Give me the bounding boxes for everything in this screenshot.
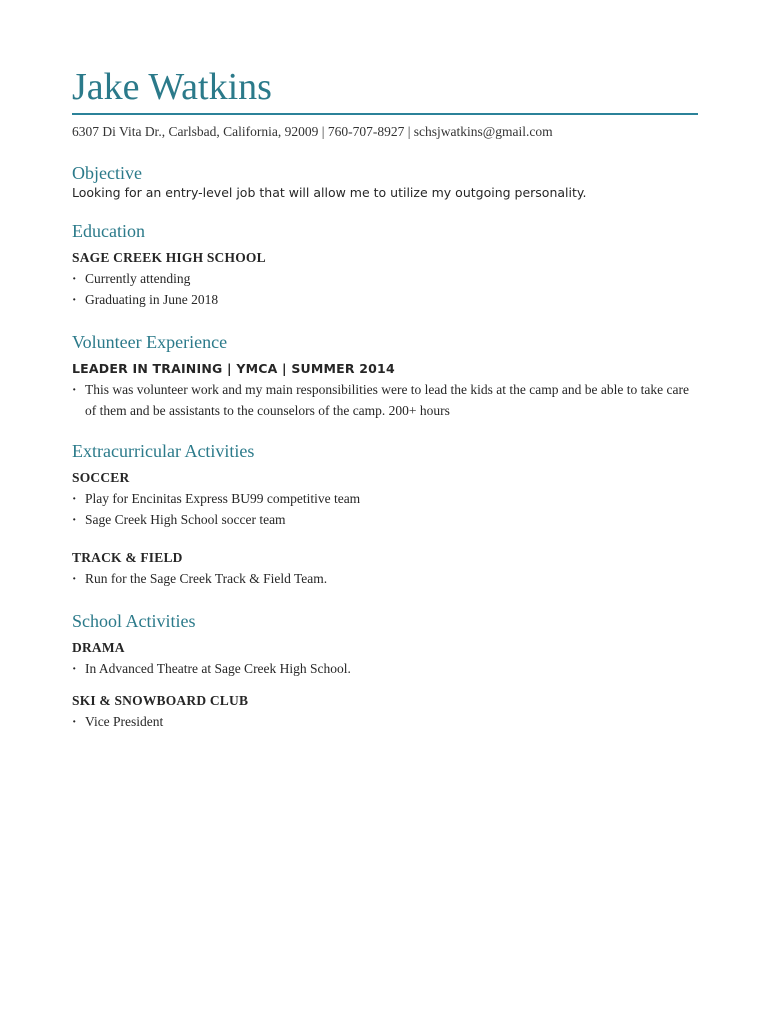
volunteer-role: LEADER IN TRAINING | YMCA | SUMMER 2014 [72,361,395,376]
list-item-text: This was volunteer work and my main responsibilities were to lead the kids at the camp and be able to take care of them and be assistants to the counselors of the camp. 200+ hours [85,382,689,418]
list-item [72,380,698,421]
ski-list [72,712,698,733]
section-volunteer [72,331,698,421]
list-item [72,290,698,311]
section-title-volunteer: Volunteer Experience [72,332,228,352]
objective-text: Looking for an entry-level job that will allow me to utilize my outgoing personality. [72,185,587,200]
section-title-extracurricular: Extracurricular Activities [72,441,255,461]
list-item-text: Play for Encinitas Express BU99 competitive team [85,491,361,506]
bullet-icon: · [72,491,77,506]
section-title-objective: Objective [72,163,142,183]
activity-name-track-field: TRACK & FIELD [72,550,183,565]
bullet-icon: · [72,271,77,286]
section-extracurricular [72,440,698,590]
list-item [72,569,698,590]
list-item-text: Currently attending [85,271,191,286]
section-title-school-activities: School Activities [72,610,196,631]
activity-name-ski-snowboard: SKI & SNOWBOARD CLUB [72,693,249,708]
list-item [72,269,698,290]
list-item-text: Vice President [85,714,164,729]
bullet-icon: · [72,571,77,586]
drama-list [72,659,698,680]
bullet-icon: · [72,511,77,527]
list-item [72,510,698,531]
contact-line: 6307 Di Vita Dr., Carlsbad, California, 92009 | 760-707-8927 | schsjwatkins@gmail.com [72,124,553,139]
header-divider [72,113,698,115]
activity-name-drama: DRAMA [72,639,125,655]
school-name: SAGE CREEK HIGH SCHOOL [72,250,266,265]
soccer-list [72,489,698,530]
list-item-text: Sage Creek High School soccer team [85,511,286,527]
resume-name: Jake Watkins [72,66,272,108]
bullet-icon: · [72,660,77,676]
list-item [72,712,698,733]
activity-name-soccer: SOCCER [72,470,130,485]
list-item [72,489,698,510]
section-title-education: Education [72,221,145,241]
track-list [72,569,698,590]
bullet-icon: · [72,291,77,307]
list-item [72,659,698,680]
volunteer-list [72,380,698,421]
education-list [72,269,698,310]
section-education [72,220,698,310]
list-item-text: Run for the Sage Creek Track & Field Team. [85,571,328,586]
section-school-activities [72,610,698,733]
bullet-icon: · [72,382,77,397]
bullet-icon: · [72,714,77,729]
list-item-text: In Advanced Theatre at Sage Creek High School. [85,660,351,676]
list-item-text: Graduating in June 2018 [85,291,219,307]
